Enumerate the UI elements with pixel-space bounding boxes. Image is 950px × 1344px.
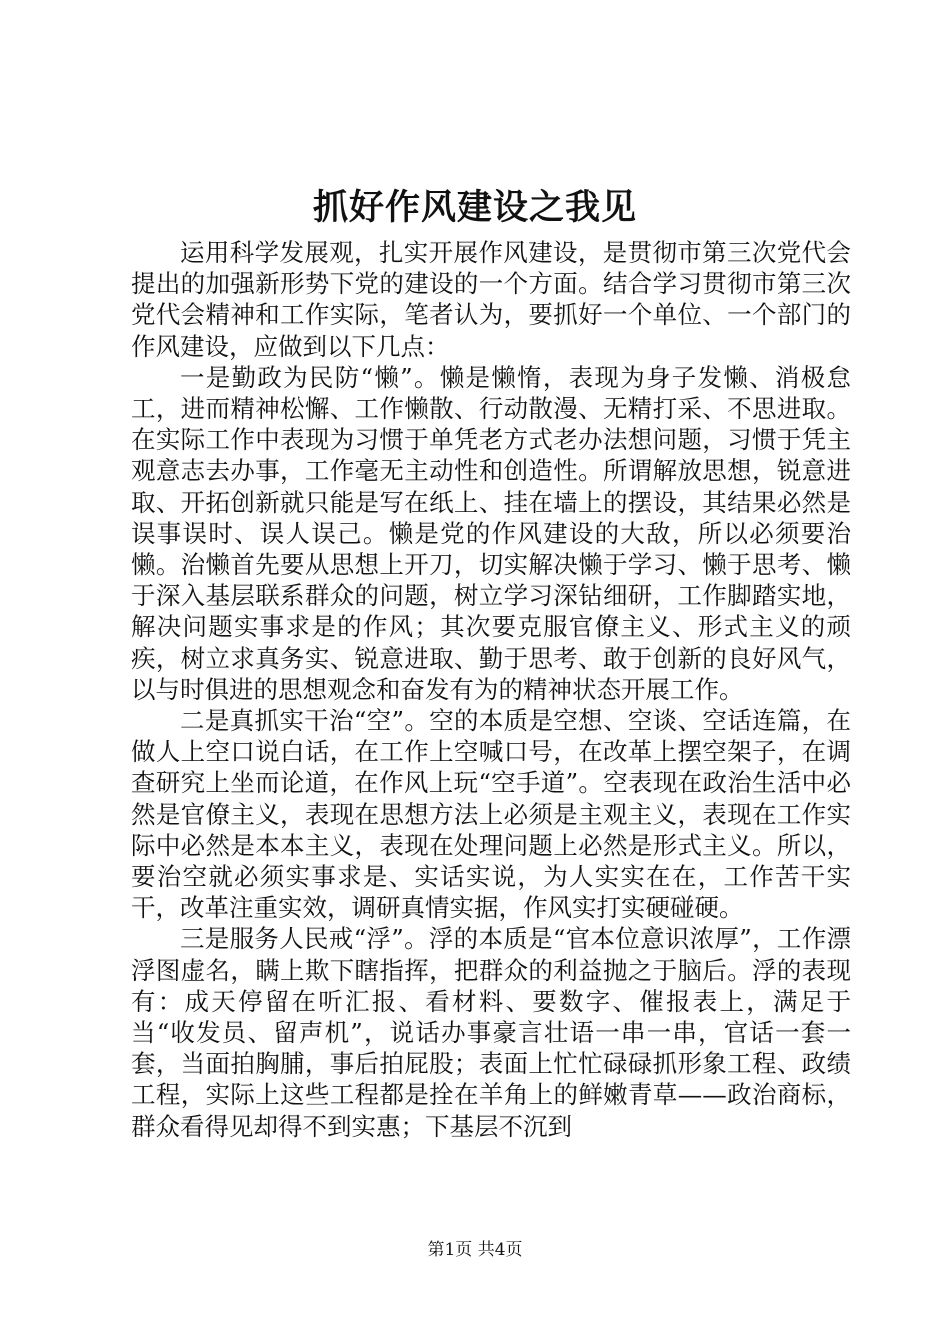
document-body: [131, 237, 851, 1142]
paragraph-point-2: 二是真抓实干治“空”。空的本质是空想、空谈、空话连篇，在做人上空口说白话，在工作上空喊口号，在改革上摆空架子，在调查研究上坐而论道，在作风上玩“空手道”。空表现在政治生活中必然是官僚主义，表现在思想方法上必须是主观主义，表现在工作实际中必然是本本主义，表现在处理问题上必然是形式主义。所以，要治空就必须实事求是、实话实说，为人实实在在，工作苦干实干，改革注重实效，调研真情实据，作风实打实硬碰硬。: [131, 706, 851, 923]
paragraph-point-1: 一是勤政为民防“懒”。懒是懒惰，表现为身子发懒、消极怠工，进而精神松懈、工作懒散、行动散漫、无精打采、不思进取。在实际工作中表现为习惯于单凭老方式老办法想问题，习惯于凭主观意志去办事，工作毫无主动性和创造性。所谓解放思想，锐意进取、开拓创新就只能是写在纸上、挂在墙上的摆设，其结果必然是误事误时、误人误己。懒是党的作风建设的大敌，所以必须要治懒。治懒首先要从思想上开刀，切实解决懒于学习、懒于思考、懒于深入基层联系群众的问题，树立学习深钻细研，工作脚踏实地，解决问题实事求是的作风；其次要克服官僚主义、形式主义的顽疾，树立求真务实、锐意进取、勤于思考、敢于创新的良好风气，以与时俱进的思想观念和奋发有为的精神状态开展工作。: [131, 362, 851, 704]
document-title: 抓好作风建设之我见: [312, 187, 637, 228]
page-number-footer: 第1页 共4页: [427, 1240, 523, 1260]
paragraph-point-3: 三是服务人民戒“浮”。浮的本质是“官本位意识浓厚”，工作漂浮图虚名，瞒上欺下瞎指挥，把群众的利益抛之于脑后。浮的表现有：成天停留在听汇报、看材料、要数字、催报表上，满足于当“收发员、留声机”，说话办事豪言壮语一串一串，官话一套一套，当面拍胸脯，事后拍屁股；表面上忙忙碌碌抓形象工程、政绩工程，实际上这些工程都是拴在羊角上的鲜嫩青草——政治商标，群众看得见却得不到实惠；下基层不沉到: [131, 924, 851, 1141]
paragraph-intro: 运用科学发展观，扎实开展作风建设，是贯彻市第三次党代会提出的加强新形势下党的建设的一个方面。结合学习贯彻市第三次党代会精神和工作实际，笔者认为，要抓好一个单位、一个部门的作风建设，应做到以下几点：: [131, 238, 851, 361]
